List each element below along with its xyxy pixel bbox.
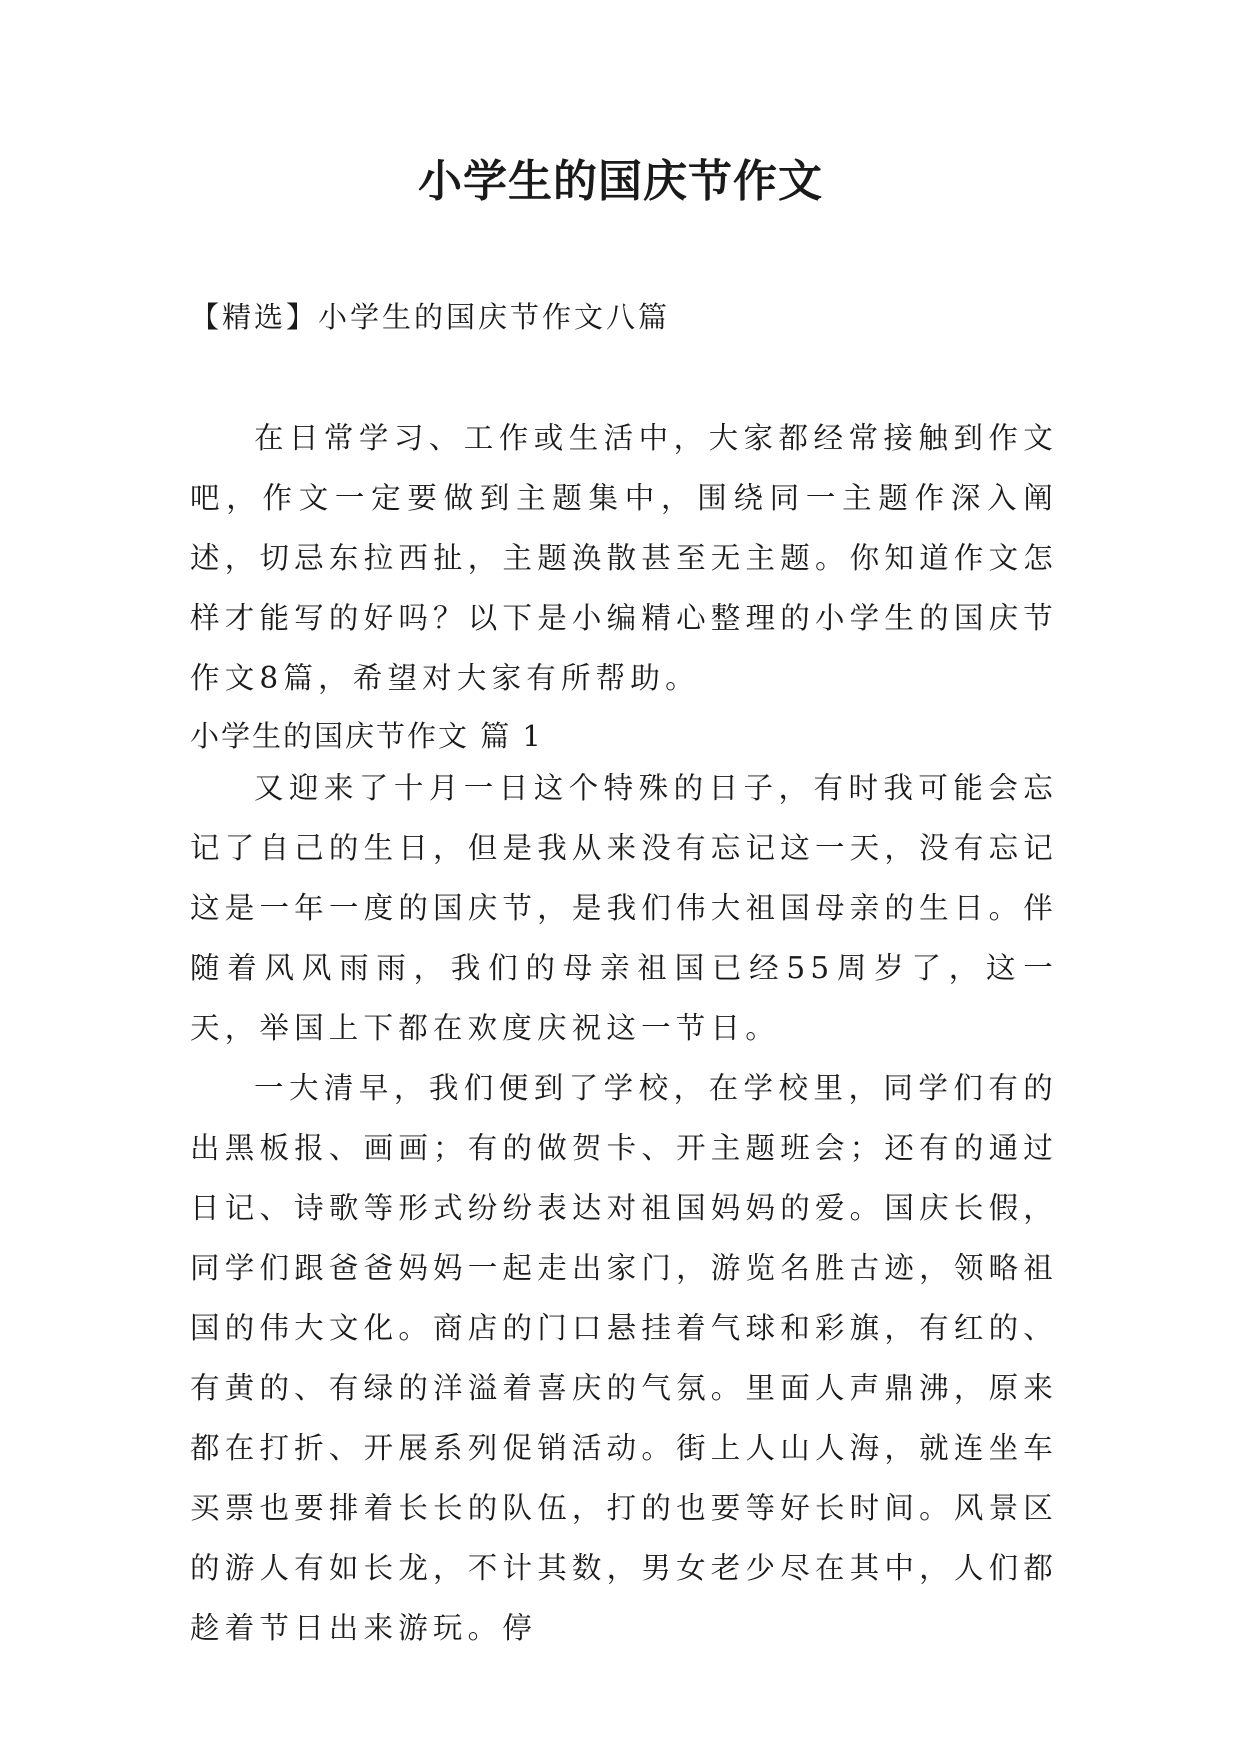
intro-paragraph: 在日常学习、工作或生活中，大家都经常接触到作文吧，作文一定要做到主题集中，围绕同一主题作深入阐述，切忌东拉西扯，主题涣散甚至无主题。你知道作文怎样才能写的好吗？以下是小编精心整理的小学生的国庆节作文8篇，希望对大家有所帮助。: [190, 421, 1058, 695]
document-body: [190, 408, 1058, 1658]
document-title: 小学生的国庆节作文: [418, 156, 823, 207]
body-paragraph: 又迎来了十月一日这个特殊的日子，有时我可能会忘记了自己的生日，但是我从来没有忘记这一天，没有忘记这是一年一度的国庆节，是我们伟大祖国母亲的生日。伴随着风风雨雨，我们的母亲祖国已经55周岁了，这一天，举国上下都在欢度庆祝这一节日。: [190, 771, 1058, 1045]
body-paragraph: 一大清早，我们便到了学校，在学校里，同学们有的出黑板报、画画；有的做贺卡、开主题班会；还有的通过日记、诗歌等形式纷纷表达对祖国妈妈的爱。国庆长假，同学们跟爸爸妈妈一起走出家门，游览名胜古迹，领略祖国的伟大文化。商店的门口悬挂着气球和彩旗，有红的、有黄的、有绿的洋溢着喜庆的气氛。里面人声鼎沸，原来都在打折、开展系列促销活动。街上人山人海，就连坐车买票也要排着长长的队伍，打的也要等好长时间。风景区的游人有如长龙，不计其数，男女老少尽在其中，人们都趁着节日出来游玩。停: [190, 1071, 1058, 1645]
section-heading: 小学生的国庆节作文 篇 1: [190, 719, 543, 753]
document-subtitle: 【精选】小学生的国庆节作文八篇: [190, 300, 671, 334]
